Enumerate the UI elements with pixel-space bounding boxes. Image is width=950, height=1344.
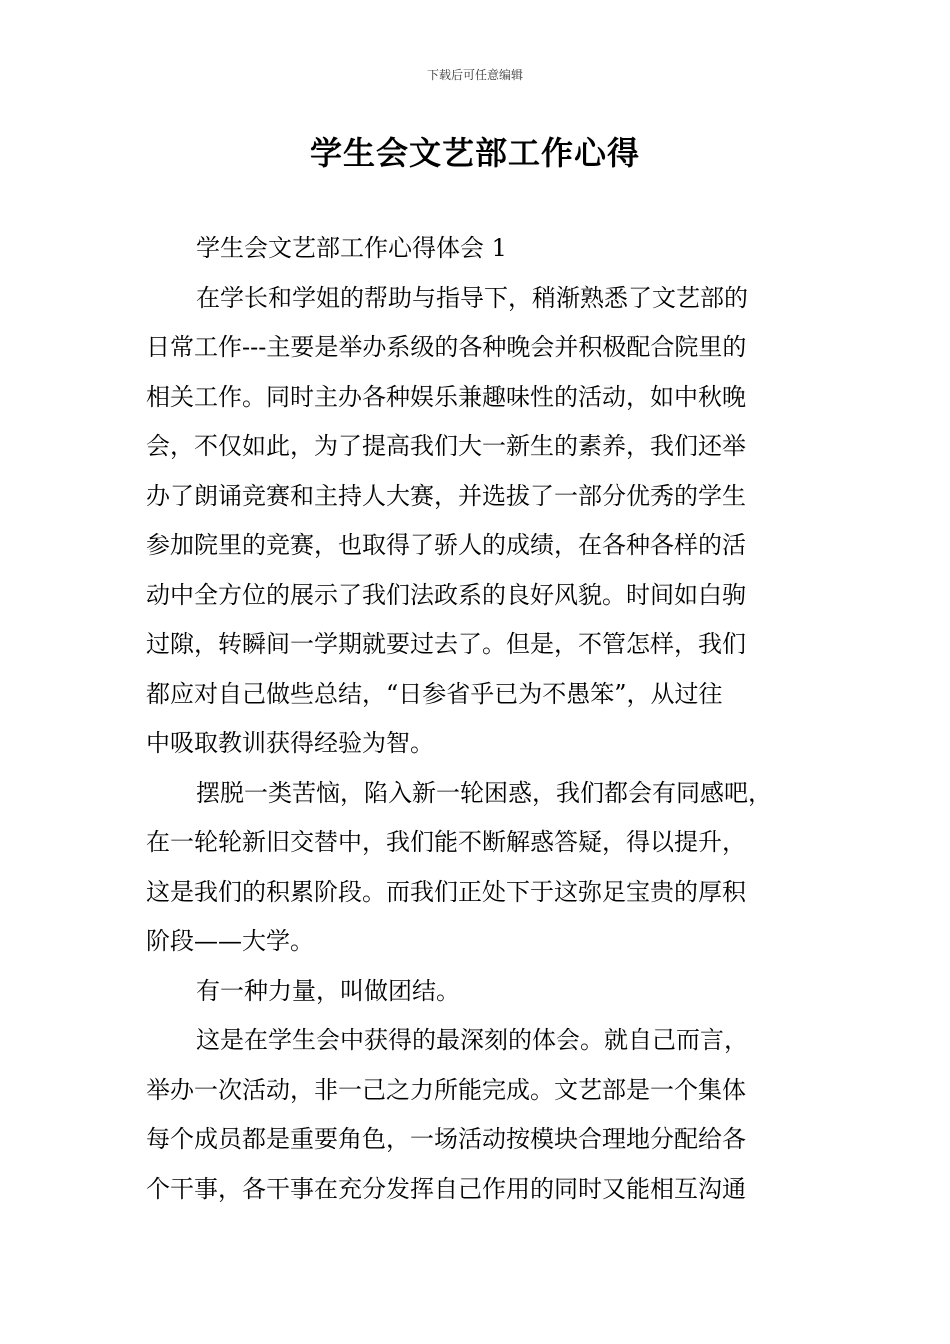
- body-line: 这是我们的积累阶段。而我们正处下于这弥足宝贵的厚积: [146, 877, 746, 906]
- header-note: 下载后可任意编辑: [426, 68, 523, 82]
- body-line: 摆脱一类苦恼，陷入新一轮困惑，我们都会有同感吧，: [196, 778, 772, 807]
- body-line: 有一种力量，叫做团结。: [196, 976, 460, 1005]
- body-line: 阶段——大学。: [146, 927, 314, 955]
- body-line: 动中全方位的展示了我们法政系的良好风貌。时间如白驹: [146, 580, 746, 609]
- body-line: 学生会文艺部工作心得体会 1: [196, 234, 507, 262]
- body-line: 这是在学生会中获得的最深刻的体会。就自己而言，: [196, 1026, 748, 1054]
- body-line: 个干事，各干事在充分发挥自己作用的同时又能相互沟通: [146, 1174, 746, 1203]
- body-line: 都应对自己做些总结，“日参省乎已为不愚笨”，从过往: [146, 679, 723, 708]
- body-line: 参加院里的竞赛，也取得了骄人的成绩，在各种各样的活: [146, 531, 746, 559]
- document-title: 学生会文艺部工作心得: [309, 134, 640, 172]
- body-line: 举办一次活动，非一己之力所能完成。文艺部是一个集体: [146, 1075, 746, 1104]
- body-line: 相关工作。同时主办各种娱乐兼趣味性的活动，如中秋晚: [146, 382, 746, 411]
- body-line: 在一轮轮新旧交替中，我们能不断解惑答疑，得以提升，: [146, 828, 746, 856]
- document-body: [146, 224, 808, 1214]
- body-line: 会，不仅如此，为了提高我们大一新生的素养，我们还举: [146, 432, 746, 460]
- body-line: 每个成员都是重要角色，一场活动按模块合理地分配给各: [146, 1125, 746, 1153]
- body-line: 过隙，转瞬间一学期就要过去了。但是，不管怎样，我们: [146, 630, 746, 658]
- body-line: 中吸取教训获得经验为智。: [146, 729, 434, 757]
- body-line: 办了朗诵竞赛和主持人大赛，并选拔了一部分优秀的学生: [146, 481, 746, 510]
- body-line: 日常工作---主要是举办系级的各种晚会并积极配合院里的: [146, 333, 747, 361]
- body-line: 在学长和学姐的帮助与指导下，稍渐熟悉了文艺部的: [196, 283, 748, 312]
